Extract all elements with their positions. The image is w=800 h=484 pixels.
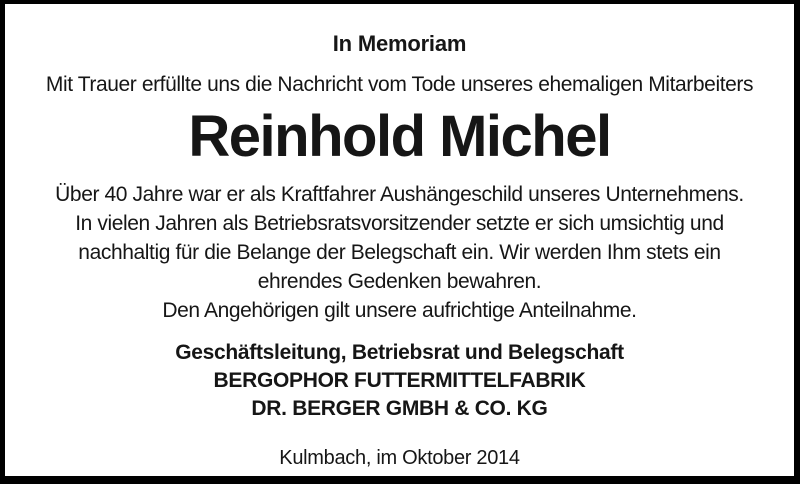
body-line: In vielen Jahren als Betriebsratsvorsitzender setzte er sich umsichtig und xyxy=(75,212,724,235)
signature-block xyxy=(5,339,794,423)
condolence-line: Den Angehörigen gilt unsere aufrichtige Anteilnahme. xyxy=(162,299,637,322)
notice-header: In Memoriam xyxy=(332,31,467,56)
notice-dateline: Kulmbach, im Oktober 2014 xyxy=(279,447,520,469)
notice-body xyxy=(5,180,794,325)
signature-line: Geschäftsleitung, Betriebsrat und Belegschaft xyxy=(175,341,624,364)
body-line: nachhaltig für die Belange der Belegschaft ein. Wir werden Ihm stets ein xyxy=(78,241,721,264)
company-legal-line: DR. BERGER GMBH & CO. KG xyxy=(251,397,548,420)
body-line: ehrendes Gedenken bewahren. xyxy=(257,270,542,293)
deceased-name: Reinhold Michel xyxy=(188,104,611,169)
body-line: Über 40 Jahre war er als Kraftfahrer Aushängeschild unseres Unternehmens. xyxy=(55,183,744,206)
company-name-line: BERGOPHOR FUTTERMITTELFABRIK xyxy=(213,369,586,392)
notice-intro: Mit Trauer erfüllte uns die Nachricht vom Tode unseres ehemaligen Mitarbeiters xyxy=(45,73,754,96)
